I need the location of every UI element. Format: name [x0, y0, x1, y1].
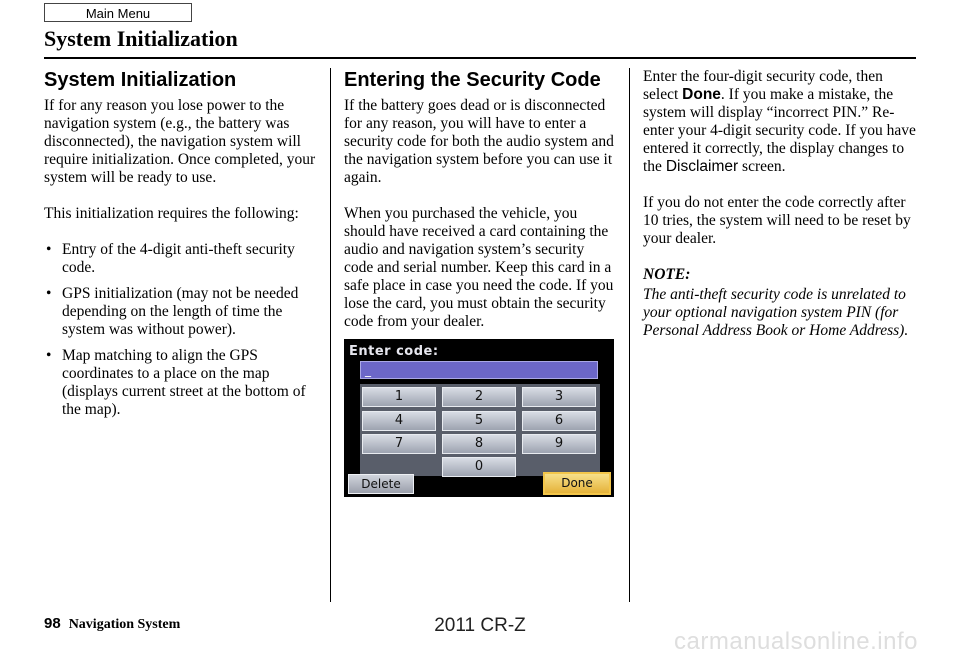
- column-instructions: [643, 68, 918, 340]
- paragraph: [643, 68, 918, 176]
- key-7[interactable]: 7: [362, 434, 436, 454]
- delete-button[interactable]: Delete: [348, 474, 414, 494]
- column-security-code: [344, 68, 616, 349]
- done-term: Done: [682, 86, 721, 103]
- column-divider: [330, 68, 331, 602]
- bullet-icon: •: [46, 241, 52, 258]
- note-heading: NOTE:: [643, 266, 691, 283]
- list-item-text: GPS initialization (may not be needed depending on the length of time the system was without power).: [62, 285, 299, 338]
- bullet-icon: •: [46, 285, 52, 302]
- key-0[interactable]: 0: [442, 457, 516, 477]
- keypad: [360, 384, 600, 476]
- section-heading-security-code: Entering the Security Code: [344, 69, 601, 91]
- text-run: screen.: [738, 158, 786, 175]
- key-2[interactable]: 2: [442, 387, 516, 407]
- key-5[interactable]: 5: [442, 411, 516, 431]
- text-run: Enter the four-digit security code, then select: [643, 68, 883, 103]
- key-3[interactable]: 3: [522, 387, 596, 407]
- column-divider: [629, 68, 630, 602]
- paragraph: This initialization requires the following:: [44, 205, 299, 222]
- text-run: . If you make a mistake, the system will display “incorrect PIN.” Re-enter your 4-digit security code. If you have entered it correctly, the display changes to the: [643, 86, 916, 175]
- key-1[interactable]: 1: [362, 387, 436, 407]
- enter-code-title: Enter code:: [349, 344, 439, 359]
- disclaimer-term: Disclaimer: [665, 158, 739, 175]
- footer-section: Navigation System: [68, 617, 181, 632]
- enter-code-screenshot: [344, 339, 614, 497]
- requirements-list: [44, 241, 316, 419]
- paragraph: If the battery goes dead or is disconnected for any reason, you will have to enter a security code for both the audio system and the navigation system before you can use it again.: [344, 97, 614, 186]
- key-4[interactable]: 4: [362, 411, 436, 431]
- watermark: carmanualsonline.info: [674, 628, 918, 655]
- main-menu-button[interactable]: Main Menu: [44, 3, 192, 22]
- done-button[interactable]: Done: [543, 472, 611, 495]
- list-item: [44, 347, 316, 419]
- code-entry-field[interactable]: _: [360, 361, 598, 379]
- key-9[interactable]: 9: [522, 434, 596, 454]
- note-body: The anti-theft security code is unrelated to your optional navigation system PIN (for Personal Address Book or Home Address).: [643, 286, 909, 339]
- list-item-text: Entry of the 4-digit anti-theft security code.: [62, 241, 295, 276]
- section-heading-system-initialization: System Initialization: [44, 69, 237, 91]
- model-name: 2011 CR-Z: [434, 615, 526, 636]
- key-6[interactable]: 6: [522, 411, 596, 431]
- page-title: System Initialization: [44, 26, 238, 51]
- paragraph: If for any reason you lose power to the navigation system (e.g., the battery was disconnected), the navigation system will require initialization. Once completed, your system will be ready to use.: [44, 97, 316, 186]
- list-item: [44, 241, 316, 277]
- column-system-initialization: [44, 68, 316, 427]
- list-item-text: Map matching to align the GPS coordinates to a place on the map (displays current street at the bottom of the map).: [62, 347, 306, 418]
- key-8[interactable]: 8: [442, 434, 516, 454]
- paragraph: If you do not enter the code correctly after 10 tries, the system will need to be reset by your dealer.: [643, 194, 911, 247]
- paragraph: When you purchased the vehicle, you should have received a card containing the audio and navigation system’s security code and serial number. Keep this card in a safe place in case you need the code. If you lose the card, you must obtain the security code from your dealer.: [344, 205, 614, 330]
- list-item: [44, 285, 316, 339]
- bullet-icon: •: [46, 347, 52, 364]
- page-number: 98: [44, 615, 61, 632]
- title-divider: [44, 57, 916, 59]
